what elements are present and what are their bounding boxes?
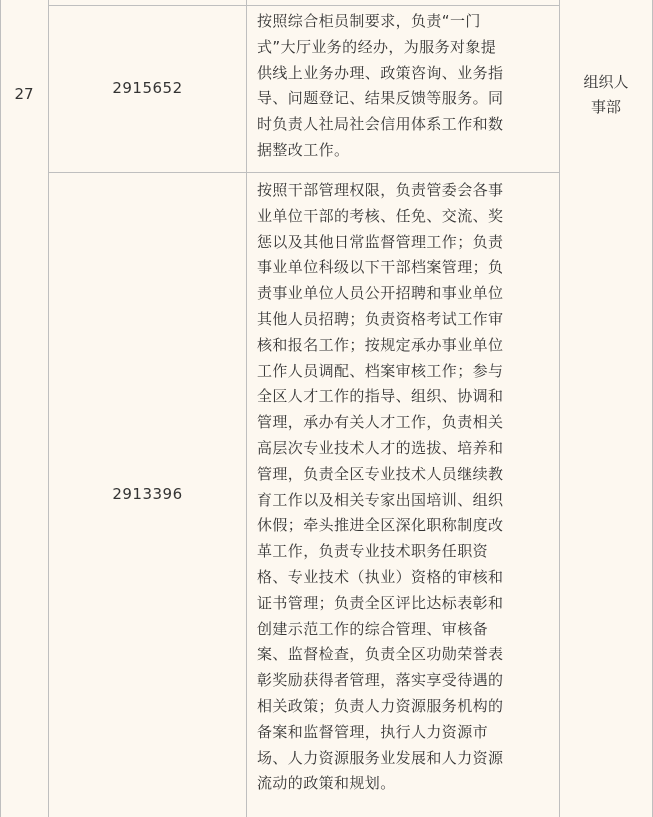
row-divider (48, 172, 560, 173)
column-divider (559, 0, 560, 817)
duty-description: 按照综合柜员制要求，负责“一门 式”大厅业务的经办，为服务对象提 供线上业务办理、政策咨询、业务指 导、问题登记、结果反馈等服务。同 时负责人社局社会信用体系工作和数 据整改工作。 (257, 12, 504, 159)
phone-number: 2913396 (112, 485, 183, 503)
phone-number: 2915652 (112, 79, 183, 97)
row-number: 27 (14, 85, 34, 103)
row-divider (48, 5, 560, 6)
column-divider (48, 0, 49, 817)
row-number-cell (0, 0, 48, 817)
duty-description: 按照干部管理权限，负责管委会各事 业单位干部的考核、任免、交流、奖 惩以及其他日常监督管理工作；负责 事业单位科级以下干部档案管理；负 责事业单位人员公开招聘和事业单位 其他人员招聘；负责资格考试工作审 核和报名工作；按规定承办事业单位 工作人员调配、档案审核工作；参与 全区人才工作的指导、组织、协调和 管理，承办有关人才工作，负责相关 高层次专业技术人才的选拔、培养和 管理，负责全区专业技术人员继续教 育工作以及相关专家出国培训、组织 休假；牵头推进全区深化职称制度改 革工作，负责专业技术职务任职资 格、专业技术（执业）资格的审核和 证书管理；负责全区评比达标表彰和 创建示范工作的综合管理、审核备 案、监督检查，负责全区功勋荣誉表 彰奖励获得者管理，落实享受待遇的 相关政策；负责人力资源服务机构的 备案和监督管理，执行人力资源市 场、人力资源服务业发展和人力资源 流动的政策和规划。 (257, 181, 504, 793)
column-divider (246, 0, 247, 817)
department-name: 组织人 事部 (583, 73, 629, 116)
